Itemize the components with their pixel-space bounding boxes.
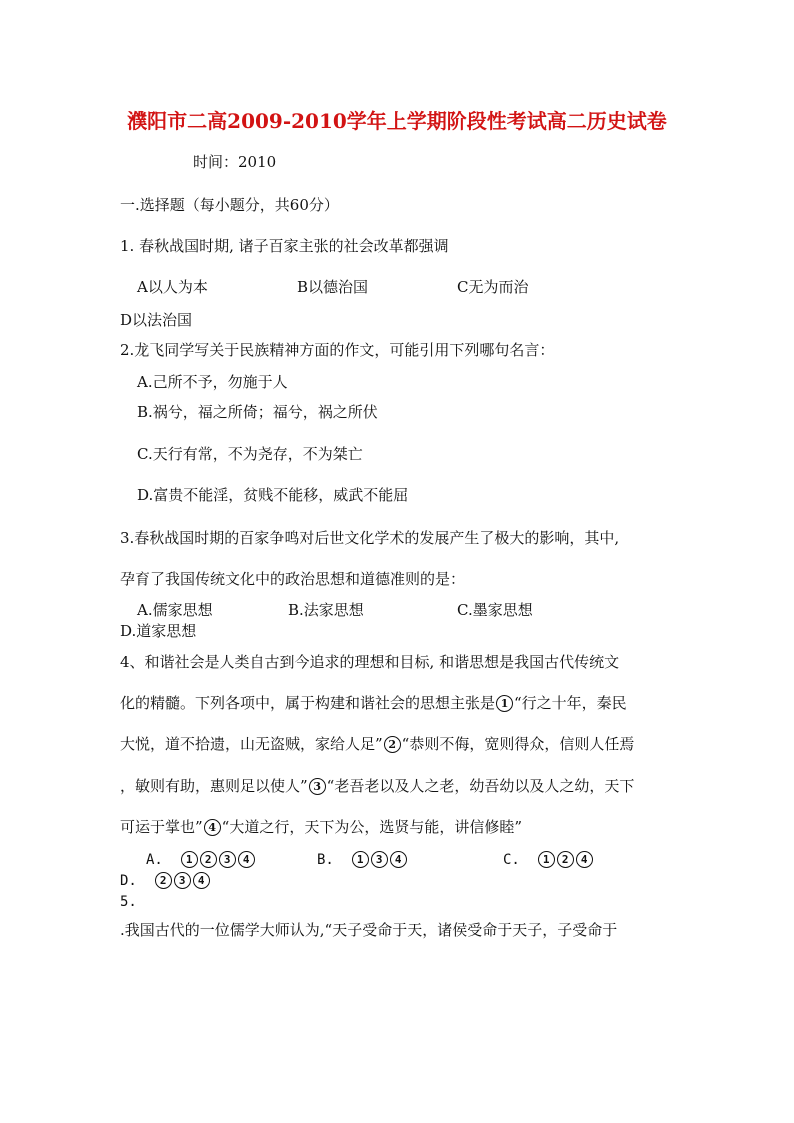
circled-number-3: 3 — [174, 872, 191, 889]
question-3-stem-line1: 3.春秋战国时期的百家争鸣对后世文化学术的发展产生了极大的影响，其中, — [120, 529, 620, 547]
circled-number-1: 1 — [352, 851, 369, 868]
question-4-stem-line3 — [120, 734, 634, 754]
circled-number-2: 2 — [200, 851, 217, 868]
question-4-option-d — [120, 871, 211, 891]
circled-number-1: 1 — [496, 695, 513, 712]
text-segment: 可运于掌也” — [120, 818, 203, 836]
question-1-option-d: D以法治国 — [120, 311, 193, 329]
question-4-option-c — [503, 850, 594, 870]
question-5-number: 5. — [120, 894, 137, 910]
question-4-stem-line1: 4、和谐社会是人类自古到今追求的理想和目标, 和谐思想是我国古代传统文 — [120, 653, 620, 671]
question-2-stem: 2.龙飞同学写关于民族精神方面的作文，可能引用下列哪句名言： — [120, 341, 555, 359]
question-1-stem: 1. 春秋战国时期, 诸子百家主张的社会改革都强调 — [120, 237, 449, 255]
exam-title: 濮阳市二高2009-2010学年上学期阶段性考试高二历史试卷 — [127, 109, 667, 133]
question-3-option-c: C.墨家思想 — [457, 601, 533, 619]
question-3-stem-line2: 孕育了我国传统文化中的政治思想和道德准则的是： — [120, 570, 466, 588]
text-segment: “行之十年，秦民 — [514, 694, 627, 712]
question-2-option-d: D.富贵不能淫，贫贱不能移，威武不能屈 — [137, 486, 409, 504]
option-letter: B. — [317, 852, 334, 868]
circled-number-2: 2 — [384, 736, 401, 753]
question-4-option-a — [146, 850, 256, 870]
text-segment: ，敏则有助，惠则足以使人” — [120, 777, 308, 795]
exam-time: 时间：2010 — [193, 153, 277, 171]
question-5-stem-line1: .我国古代的一位儒学大师认为,“天子受命于天，诸侯受命于天子，子受命于 — [120, 921, 618, 939]
circled-number-4: 4 — [390, 851, 407, 868]
option-letter: A. — [146, 852, 163, 868]
circled-number-1: 1 — [538, 851, 555, 868]
circled-number-4: 4 — [238, 851, 255, 868]
option-letter: C. — [503, 852, 520, 868]
circled-number-3: 3 — [219, 851, 236, 868]
question-3-option-a: A.儒家思想 — [137, 601, 213, 619]
question-4-stem-line4 — [120, 776, 634, 796]
question-1-option-b: B以德治国 — [297, 278, 369, 296]
circled-number-1: 1 — [181, 851, 198, 868]
circled-number-4: 4 — [204, 819, 221, 836]
circled-number-4: 4 — [193, 872, 210, 889]
question-2-option-c: C.天行有常，不为尧存，不为桀亡 — [137, 445, 363, 463]
question-2-option-a: A.己所不予，勿施于人 — [137, 373, 288, 391]
question-4-stem-line5 — [120, 817, 522, 837]
question-4-stem-line2 — [120, 693, 627, 713]
text-segment: 化的精髓。下列各项中，属于构建和谐社会的思想主张是 — [120, 694, 496, 712]
question-2-option-b: B.祸兮，福之所倚；福兮，祸之所伏 — [137, 403, 378, 421]
circled-number-3: 3 — [309, 778, 326, 795]
circled-number-4: 4 — [576, 851, 593, 868]
question-1-option-c: C无为而治 — [457, 278, 529, 296]
text-segment: “老吾老以及人之老，幼吾幼以及人之幼，天下 — [326, 777, 635, 795]
circled-number-2: 2 — [155, 872, 172, 889]
section-heading: 一.选择题（每小题分，共60分） — [120, 196, 339, 214]
circled-number-2: 2 — [557, 851, 574, 868]
question-3-option-b: B.法家思想 — [288, 601, 364, 619]
question-1-option-a: A以人为本 — [137, 278, 208, 296]
text-segment: “恭则不侮，宽则得众，信则人任焉 — [401, 735, 635, 753]
text-segment: “大道之行，天下为公，选贤与能，讲信修睦” — [221, 818, 523, 836]
option-letter: D. — [120, 873, 137, 889]
circled-number-3: 3 — [371, 851, 388, 868]
question-4-option-b — [317, 850, 408, 870]
question-3-option-d: D.道家思想 — [120, 622, 197, 640]
text-segment: 大悦，道不拾遗，山无盗贼，家给人足” — [120, 735, 383, 753]
